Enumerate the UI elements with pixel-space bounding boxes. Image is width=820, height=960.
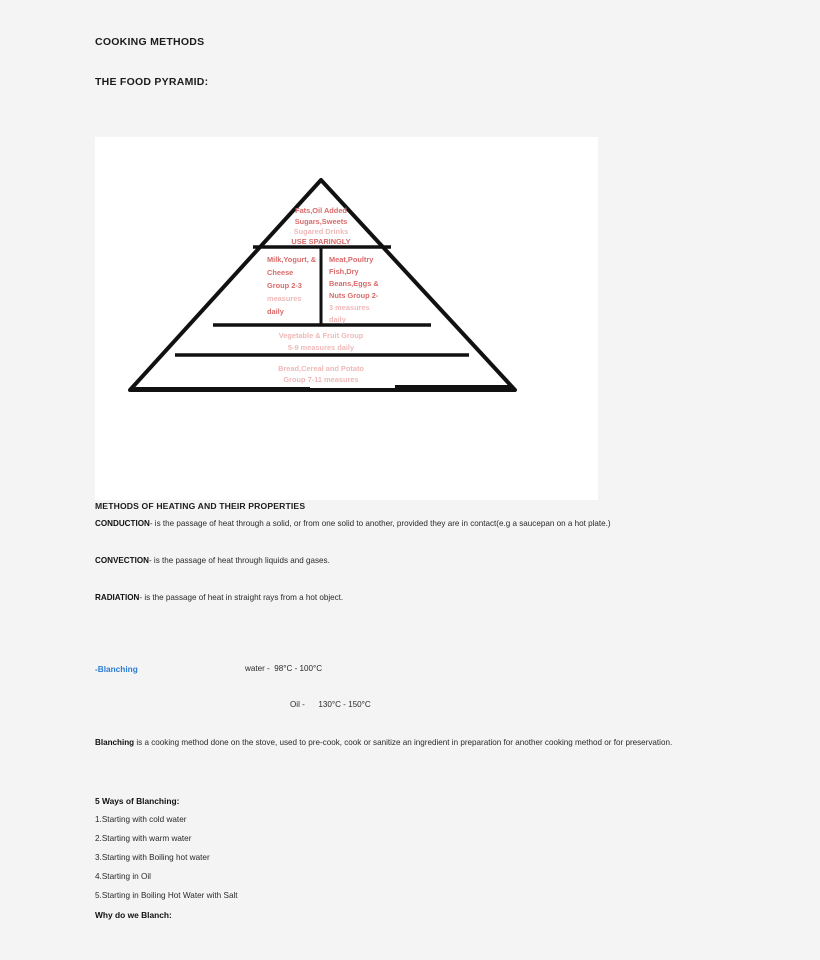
tier-meat-line-4: 3 measures bbox=[329, 303, 370, 312]
list-item: 1.Starting with cold water bbox=[95, 815, 187, 824]
tier-fats-line-1: Sugars,Sweets bbox=[294, 217, 348, 226]
tier-fats-line-3: USE SPARINGLY bbox=[291, 237, 351, 246]
radiation-term: RADIATION bbox=[95, 593, 140, 602]
why-do-we-blanch-heading: Why do we Blanch: bbox=[95, 910, 172, 920]
tier-bread-line-0: Bread,Cereal and Potato bbox=[278, 364, 364, 373]
conduction-definition: - is the passage of heat through a solid, or from one solid to another, provided they are in contact(e.g a saucepan on a hot plate.) bbox=[149, 519, 611, 528]
tier-meat-line-3: Nuts Group 2- bbox=[329, 291, 379, 300]
ways-of-blanching-heading: 5 Ways of Blanching: bbox=[95, 796, 180, 806]
tier-vegetable-line-0: Vegetable & Fruit Group bbox=[278, 331, 364, 340]
radiation-paragraph bbox=[95, 592, 740, 603]
tier-vegetable-line-1: 5-9 measures daily bbox=[287, 343, 355, 352]
conduction-paragraph bbox=[95, 518, 740, 529]
conduction-term: CONDUCTION bbox=[95, 519, 150, 528]
list-item: 5.Starting in Boiling Hot Water with Salt bbox=[95, 891, 238, 900]
blanching-description-term: Blanching bbox=[95, 738, 135, 747]
tier-milk-line-3: measures bbox=[267, 294, 302, 303]
food-pyramid-figure bbox=[95, 137, 598, 500]
convection-term: CONVECTION bbox=[95, 556, 149, 565]
tier-milk-line-0: Milk,Yogurt, & bbox=[267, 255, 317, 264]
tier-milk-line-1: Cheese bbox=[267, 268, 294, 277]
list-item: 2.Starting with warm water bbox=[95, 834, 192, 843]
blanching-description bbox=[95, 737, 735, 748]
convection-definition: - is the passage of heat through liquids and gases. bbox=[148, 556, 330, 565]
tier-meat-line-5: daily bbox=[329, 315, 346, 324]
tier-meat-line-2: Beans,Eggs & bbox=[329, 279, 379, 288]
tier-fats-line-0: Fats,Oil Added bbox=[295, 206, 347, 215]
section-subtitle: THE FOOD PYRAMID: bbox=[95, 76, 209, 88]
blanching-link[interactable]: Blanching bbox=[97, 664, 138, 674]
radiation-definition: - is the passage of heat in straight rays from a hot object. bbox=[139, 593, 344, 602]
heating-methods-heading: METHODS OF HEATING AND THEIR PROPERTIES bbox=[95, 501, 306, 511]
oil-temperature: Oil - 130°C - 150°C bbox=[290, 700, 371, 709]
tier-meat-line-0: Meat,Poultry bbox=[329, 255, 374, 264]
water-temperature: water - 98°C - 100°C bbox=[245, 664, 323, 673]
blanching-temp-row-water bbox=[95, 664, 735, 674]
blanching-description-text: is a cooking method done on the stove, used to pre-cook, cook or sanitize an ingredient in preparation for another cooking method or for preservation. bbox=[134, 738, 673, 747]
tier-milk-line-4: daily bbox=[267, 307, 284, 316]
page-title: COOKING METHODS bbox=[95, 36, 205, 48]
tier-meat-line-1: Fish,Dry bbox=[329, 267, 359, 276]
tier-bread-line-1: Group 7-11 measures bbox=[283, 375, 359, 384]
convection-paragraph bbox=[95, 555, 740, 566]
blanching-dash: - bbox=[95, 665, 98, 674]
list-item: 4.Starting in Oil bbox=[95, 872, 151, 881]
list-item: 3.Starting with Boiling hot water bbox=[95, 853, 210, 862]
tier-fats-line-2: Sugared Drinks bbox=[293, 227, 349, 236]
document-header-block bbox=[95, 36, 735, 88]
tier-milk-line-2: Group 2-3 bbox=[267, 281, 302, 290]
